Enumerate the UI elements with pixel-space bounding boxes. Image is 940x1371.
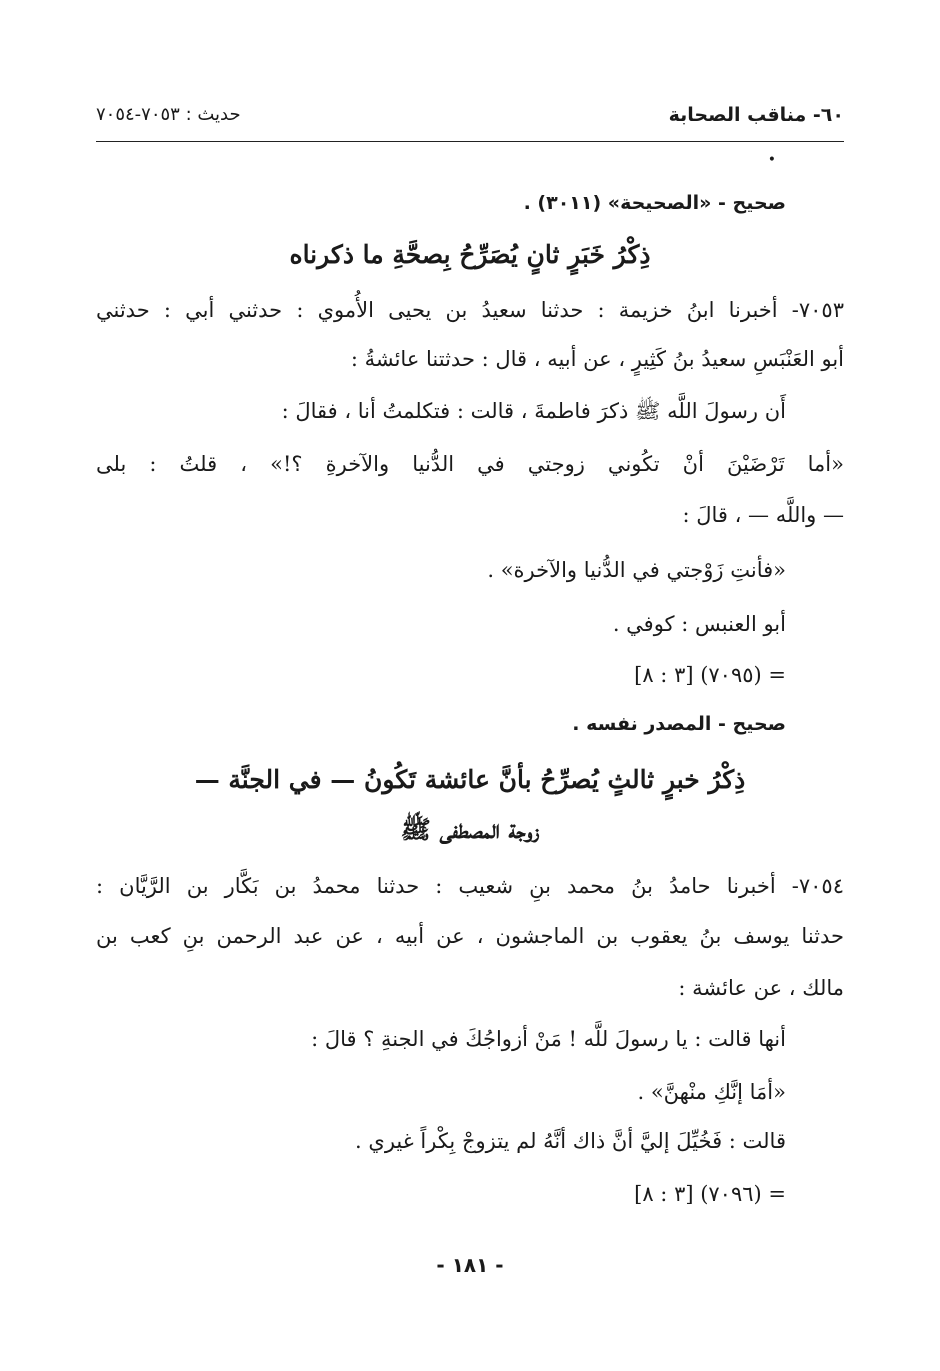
matn-line: «أمَا إنَّكِ منْهنَّ» .	[637, 1080, 786, 1104]
hadith-range: حديث : ٧٠٥٣-٧٠٥٤	[96, 104, 241, 125]
cross-reference: = (٧٠٩٦) [٣ : ٨]	[634, 1182, 786, 1206]
section-heading: زوجة المصطفى ﷺ	[400, 815, 540, 844]
isnad-line: حدثنا يوسف بنُ يعقوب بن الماجشون ، عن أبيه ، عن عبد الرحمن بنِ كعب بن	[96, 924, 844, 948]
page-number: - ١٨١ -	[436, 1253, 504, 1277]
matn-line: أنها قالت : يا رسولَ للَّه ! مَنْ أزواجُكَ في الجنةِ ؟ قالَ :	[311, 1027, 786, 1051]
section-heading: ذِكْرُ خَبَرٍ ثانٍ يُصَرِّحُ بِصحَّةِ ما ذكرناه	[289, 240, 651, 269]
header-rule	[96, 141, 844, 142]
isnad-line: مالك ، عن عائشة :	[678, 976, 844, 1000]
running-header	[96, 100, 844, 136]
section-heading: ذِكْرُ خبرٍ ثالثٍ يُصرِّحُ بأنَّ عائشة تَكُونُ — في الجنَّة —	[194, 765, 746, 794]
narrator-note: أبو العنبس : كوفي .	[612, 612, 786, 636]
grade-line: صحيح - «الصحيحة» (٣٠١١) .	[523, 192, 786, 214]
matn-line: — واللَّه — ، قالَ :	[682, 503, 844, 527]
matn-line: «فأنتِ زَوْجتي في الدُّنيا والآخرة» .	[487, 558, 786, 582]
isnad-line: أبو العَنْبَسِ سعيدُ بنُ كَثِيرٍ ، عن أبيه ، قال : حدثتنا عائشةُ :	[350, 347, 844, 371]
grade-line: صحيح - المصدر نفسه .	[572, 713, 786, 735]
matn-line: أَن رسولَ اللَّه ﷺ ذكرَ فاطمةَ ، قالت : فتكلمتُ أنا ، فقالَ :	[281, 399, 786, 423]
cross-reference: = (٧٠٩٥) [٣ : ٨]	[634, 663, 786, 687]
matn-line: «أما تَرْضَيْنَ أنْ تكُوني زوجتي في الدُّنيا والآخرةِ ؟!» ، قلتُ : بلى	[96, 452, 844, 476]
header-dot: •	[767, 152, 776, 168]
isnad-line: ٧٠٥٣- أخبرنا ابنُ خزيمة : حدثنا سعيدُ بن يحيى الأُموي : حدثني أبي : حدثني	[96, 298, 844, 322]
isnad-line: ٧٠٥٤- أخبرنا حامدُ بنُ محمد بنِ شعيب : حدثنا محمدُ بن بَكَّار بن الرَّيَّان :	[96, 874, 844, 898]
matn-line: قالت : فَخُيِّلَ إليَّ أنَّ ذاك أنَّهُ لم يتزوجْ بِكْراً غيري .	[355, 1129, 786, 1153]
chapter-title: ٦٠- مناقب الصحابة	[668, 104, 844, 126]
